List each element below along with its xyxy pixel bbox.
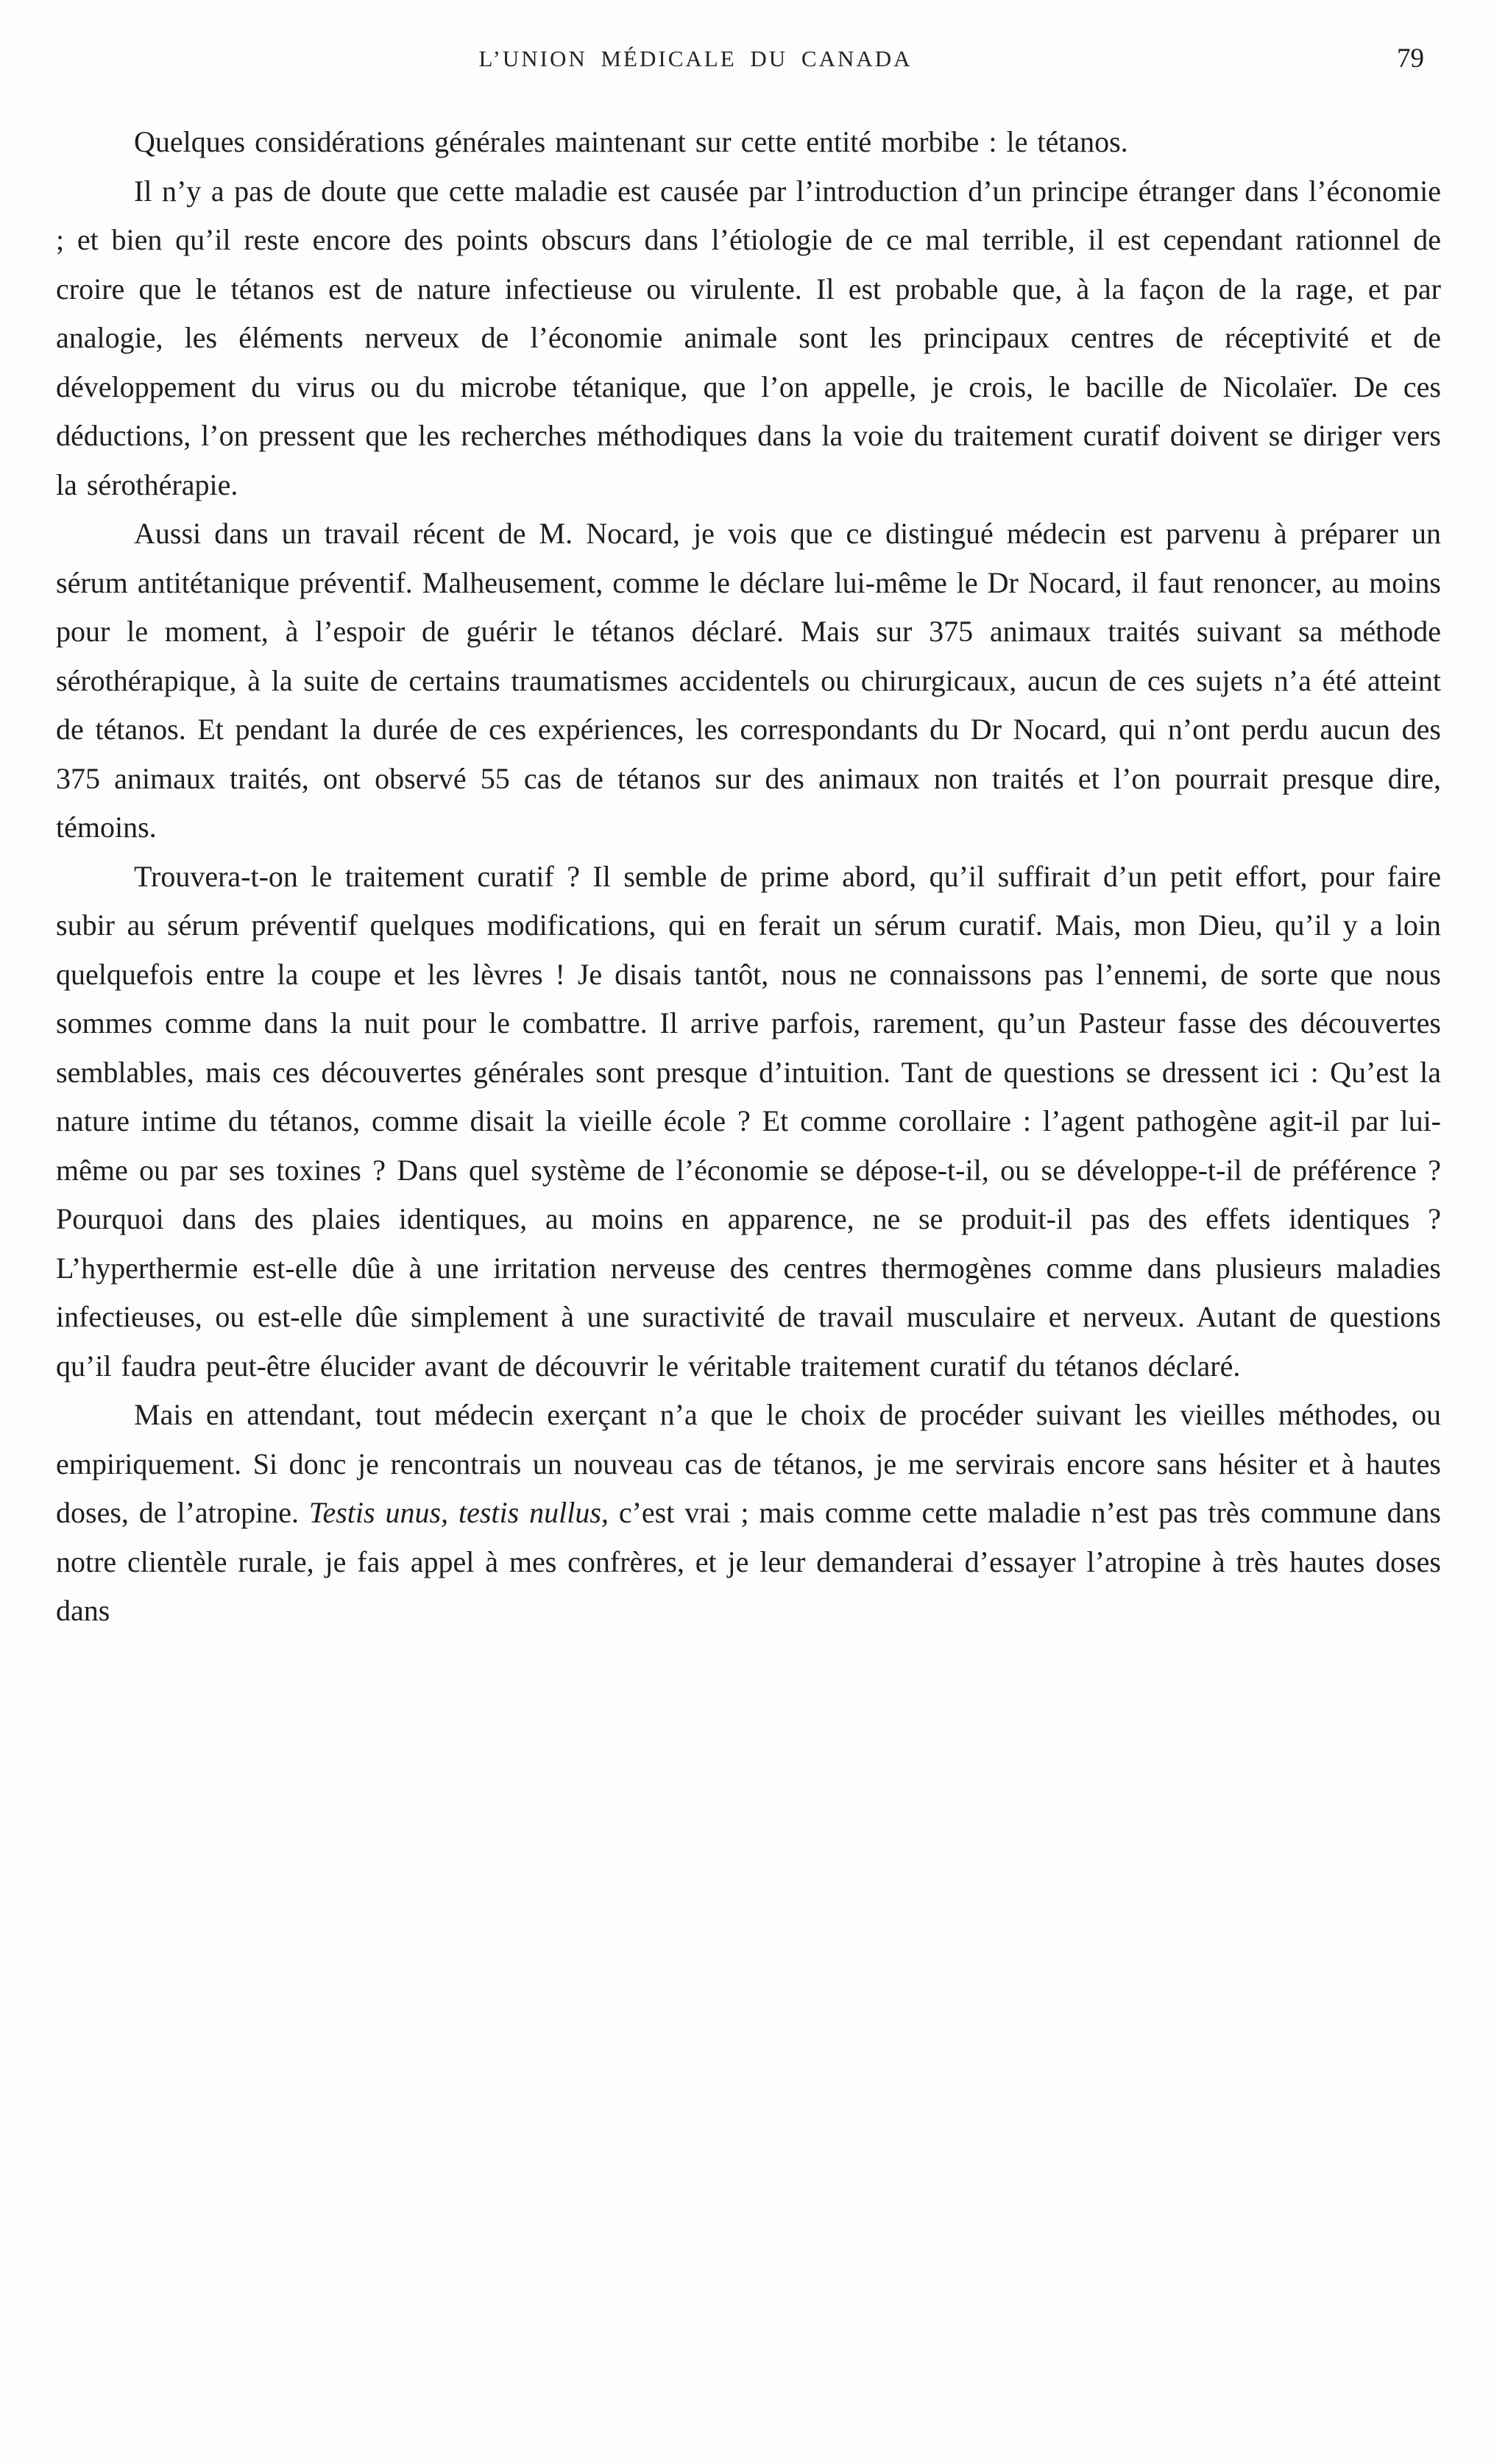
paragraph-intro: Quelques considérations générales maintenant sur cette entité morbibe : le tétanos. — [134, 125, 1128, 158]
paragraph-conclusion-segment: Mais en attendant, tout médecin exerçant n’a que le choix de procéder suivant les vieilles méthodes, ou empiriquement. Si donc je rencontrais un nouveau cas de tétanos, je me servirais encore sans hésiter et à hautes doses, de l’atropine. — [56, 1398, 1441, 1529]
paragraph-questions: Trouvera-t-on le traitement curatif ? Il semble de prime abord, qu’il suffirait d’un petit effort, pour faire subir au sérum préventif quelques modifications, qui en ferait un sérum curatif. Mais, mon Dieu, qu’il y a loin quelquefois entre la coupe et les lèvres ! Je disais tantôt, nous ne connaissons pas l’ennemi, de sorte que nous sommes comme dans la nuit pour le combattre. Il arrive parfois, rarement, qu’un Pasteur fasse des découvertes semblables, mais ces découvertes générales sont presque d’intuition. Tant de questions se dressent ici : Qu’est la nature intime du tétanos, comme disait la vieille école ? Et comme corollaire : l’agent pathogène agit-il par lui-même ou par ses toxines ? Dans quel système de l’économie se dépose-t-il, ou se développe-t-il de préférence ? Pourquoi dans des plaies identiques, au moins en apparence, ne se produit-il pas des effets identiques ? L’hyperthermie est-elle dûe à une irritation nerveuse des centres thermogènes comme dans plusieurs maladies infectieuses, ou est-elle dûe simplement à une suractivité de travail musculaire et nerveux. Autant de questions qu’il faudra peut-être élucider avant de découvrir le véritable traitement curatif du tétanos déclaré. — [56, 859, 1441, 1383]
paragraph-nocard: Aussi dans un travail récent de M. Nocard, je vois que ce distingué médecin est parvenu à préparer un sérum antitétanique préventif. Malheusement, comme le déclare lui-même le Dr Nocard, il faut renoncer, au moins pour le moment, à l’espoir de guérir le tétanos déclaré. Mais sur 375 animaux traités suivant sa méthode sérothérapique, à la suite de certains traumatismes accidentels ou chirurgicaux, aucun de ces sujets n’a été atteint de tétanos. Et pendant la durée de ces expériences, les correspondants du Dr Nocard, qui n’ont perdu aucun des 375 animaux traités, ont observé 55 cas de tétanos sur des animaux non traités et l’on pourrait presque dire, témoins. — [56, 517, 1441, 844]
paragraph-conclusion — [56, 1391, 1441, 1636]
article-body — [56, 118, 1441, 1636]
page-header — [63, 43, 1431, 90]
paragraph-conclusion-latin-phrase: Testis unus, testis nullus, — [308, 1496, 609, 1529]
paragraph-etiology: Il n’y a pas de doute que cette maladie est causée par l’introduction d’un principe étranger dans l’économie ; et bien qu’il reste encore des points obscurs dans l’étiologie de ce mal terrible, il est cependant rationnel de croire que le tétanos est de nature infectieuse ou virulente. Il est probable que, à la façon de la rage, et par analogie, les éléments nerveux de l’économie animale sont les principaux centres de réceptivité et de développement du virus ou du microbe tétanique, que l’on appelle, je crois, le bacille de Nicolaïer. De ces déductions, l’on pressent que les recherches méthodiques dans la voie du traitement curatif doivent se diriger vers la sérothérapie. — [56, 174, 1441, 501]
page-number: 79 — [1397, 43, 1424, 74]
journal-title: L’UNION MÉDICALE DU CANADA — [478, 46, 913, 71]
paragraph-conclusion-segment: c’est vrai ; mais comme cette maladie n’est pas très commune dans notre clientèle rurale, je fais appel à mes confrères, et je leur demanderai d’essayer l’atropine à très hautes doses dans — [56, 1496, 1441, 1627]
